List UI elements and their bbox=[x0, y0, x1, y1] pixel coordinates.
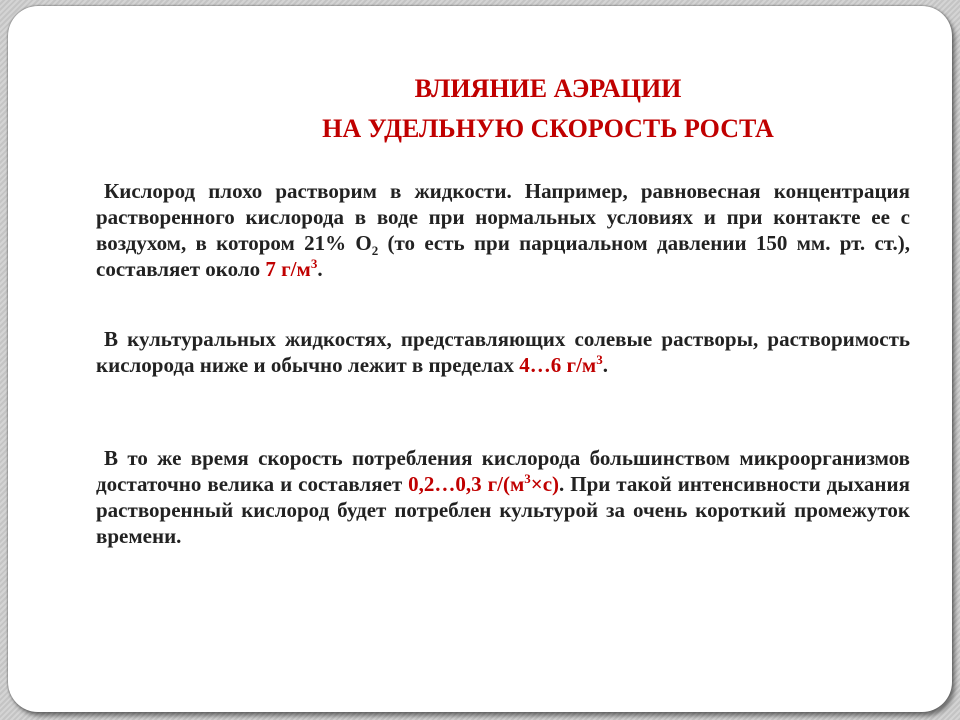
paragraph3-text-b: . При такой интенсивности дыхания растворенный кислород будет потреблен культурой за очень короткий промежуток времени. bbox=[96, 472, 910, 548]
paragraph3-highlight-b: ×с) bbox=[530, 472, 560, 496]
slide-title-line2: НА УДЕЛЬНУЮ СКОРОСТЬ РОСТА bbox=[322, 114, 774, 143]
slide-panel bbox=[8, 6, 952, 712]
slide-title-line1: ВЛИЯНИЕ АЭРАЦИИ bbox=[414, 74, 682, 103]
paragraph1-highlight-sup: 3 bbox=[310, 256, 318, 271]
paragraph2-text-a: В культуральных жидкостях, представляющих солевые растворы, растворимость кислорода ниже и обычно лежит в пределах bbox=[96, 327, 910, 377]
paragraph3-text-a: В то же время скорость потребления кислорода большинством микроорганизмов достаточно велика и составляет bbox=[96, 446, 910, 496]
paragraph1-subscript: 2 bbox=[371, 243, 379, 259]
paragraph1-text-a: Кислород плохо растворим в жидкости. Например, равновесная концентрация растворенного кислорода в воде при нормальных условиях и при контакте ее с воздухом, в котором 21% О bbox=[96, 179, 910, 255]
paragraph1-highlight-value: 7 г/м bbox=[265, 257, 311, 281]
paragraph2-highlight bbox=[519, 353, 602, 377]
paragraph-oxygen-solubility bbox=[96, 178, 910, 282]
paragraph2-end: . bbox=[602, 353, 608, 377]
paragraph-consumption-rate bbox=[96, 445, 910, 549]
paragraph1-highlight bbox=[265, 257, 317, 281]
paragraph3-highlight-a: 0,2…0,3 г/(м bbox=[408, 472, 525, 496]
paragraph3-highlight bbox=[408, 472, 559, 496]
paragraph2-highlight-sup: 3 bbox=[596, 352, 603, 367]
paragraph1-text-b: (то есть при парциальном давлении 150 мм. рт. ст.), составляет около bbox=[96, 231, 910, 281]
paragraph1-end: . bbox=[317, 257, 323, 281]
paragraph2-highlight-value: 4…6 г/м bbox=[519, 353, 597, 377]
paragraph3-highlight-sup: 3 bbox=[524, 471, 531, 486]
paragraph-culture-liquids bbox=[96, 326, 910, 378]
